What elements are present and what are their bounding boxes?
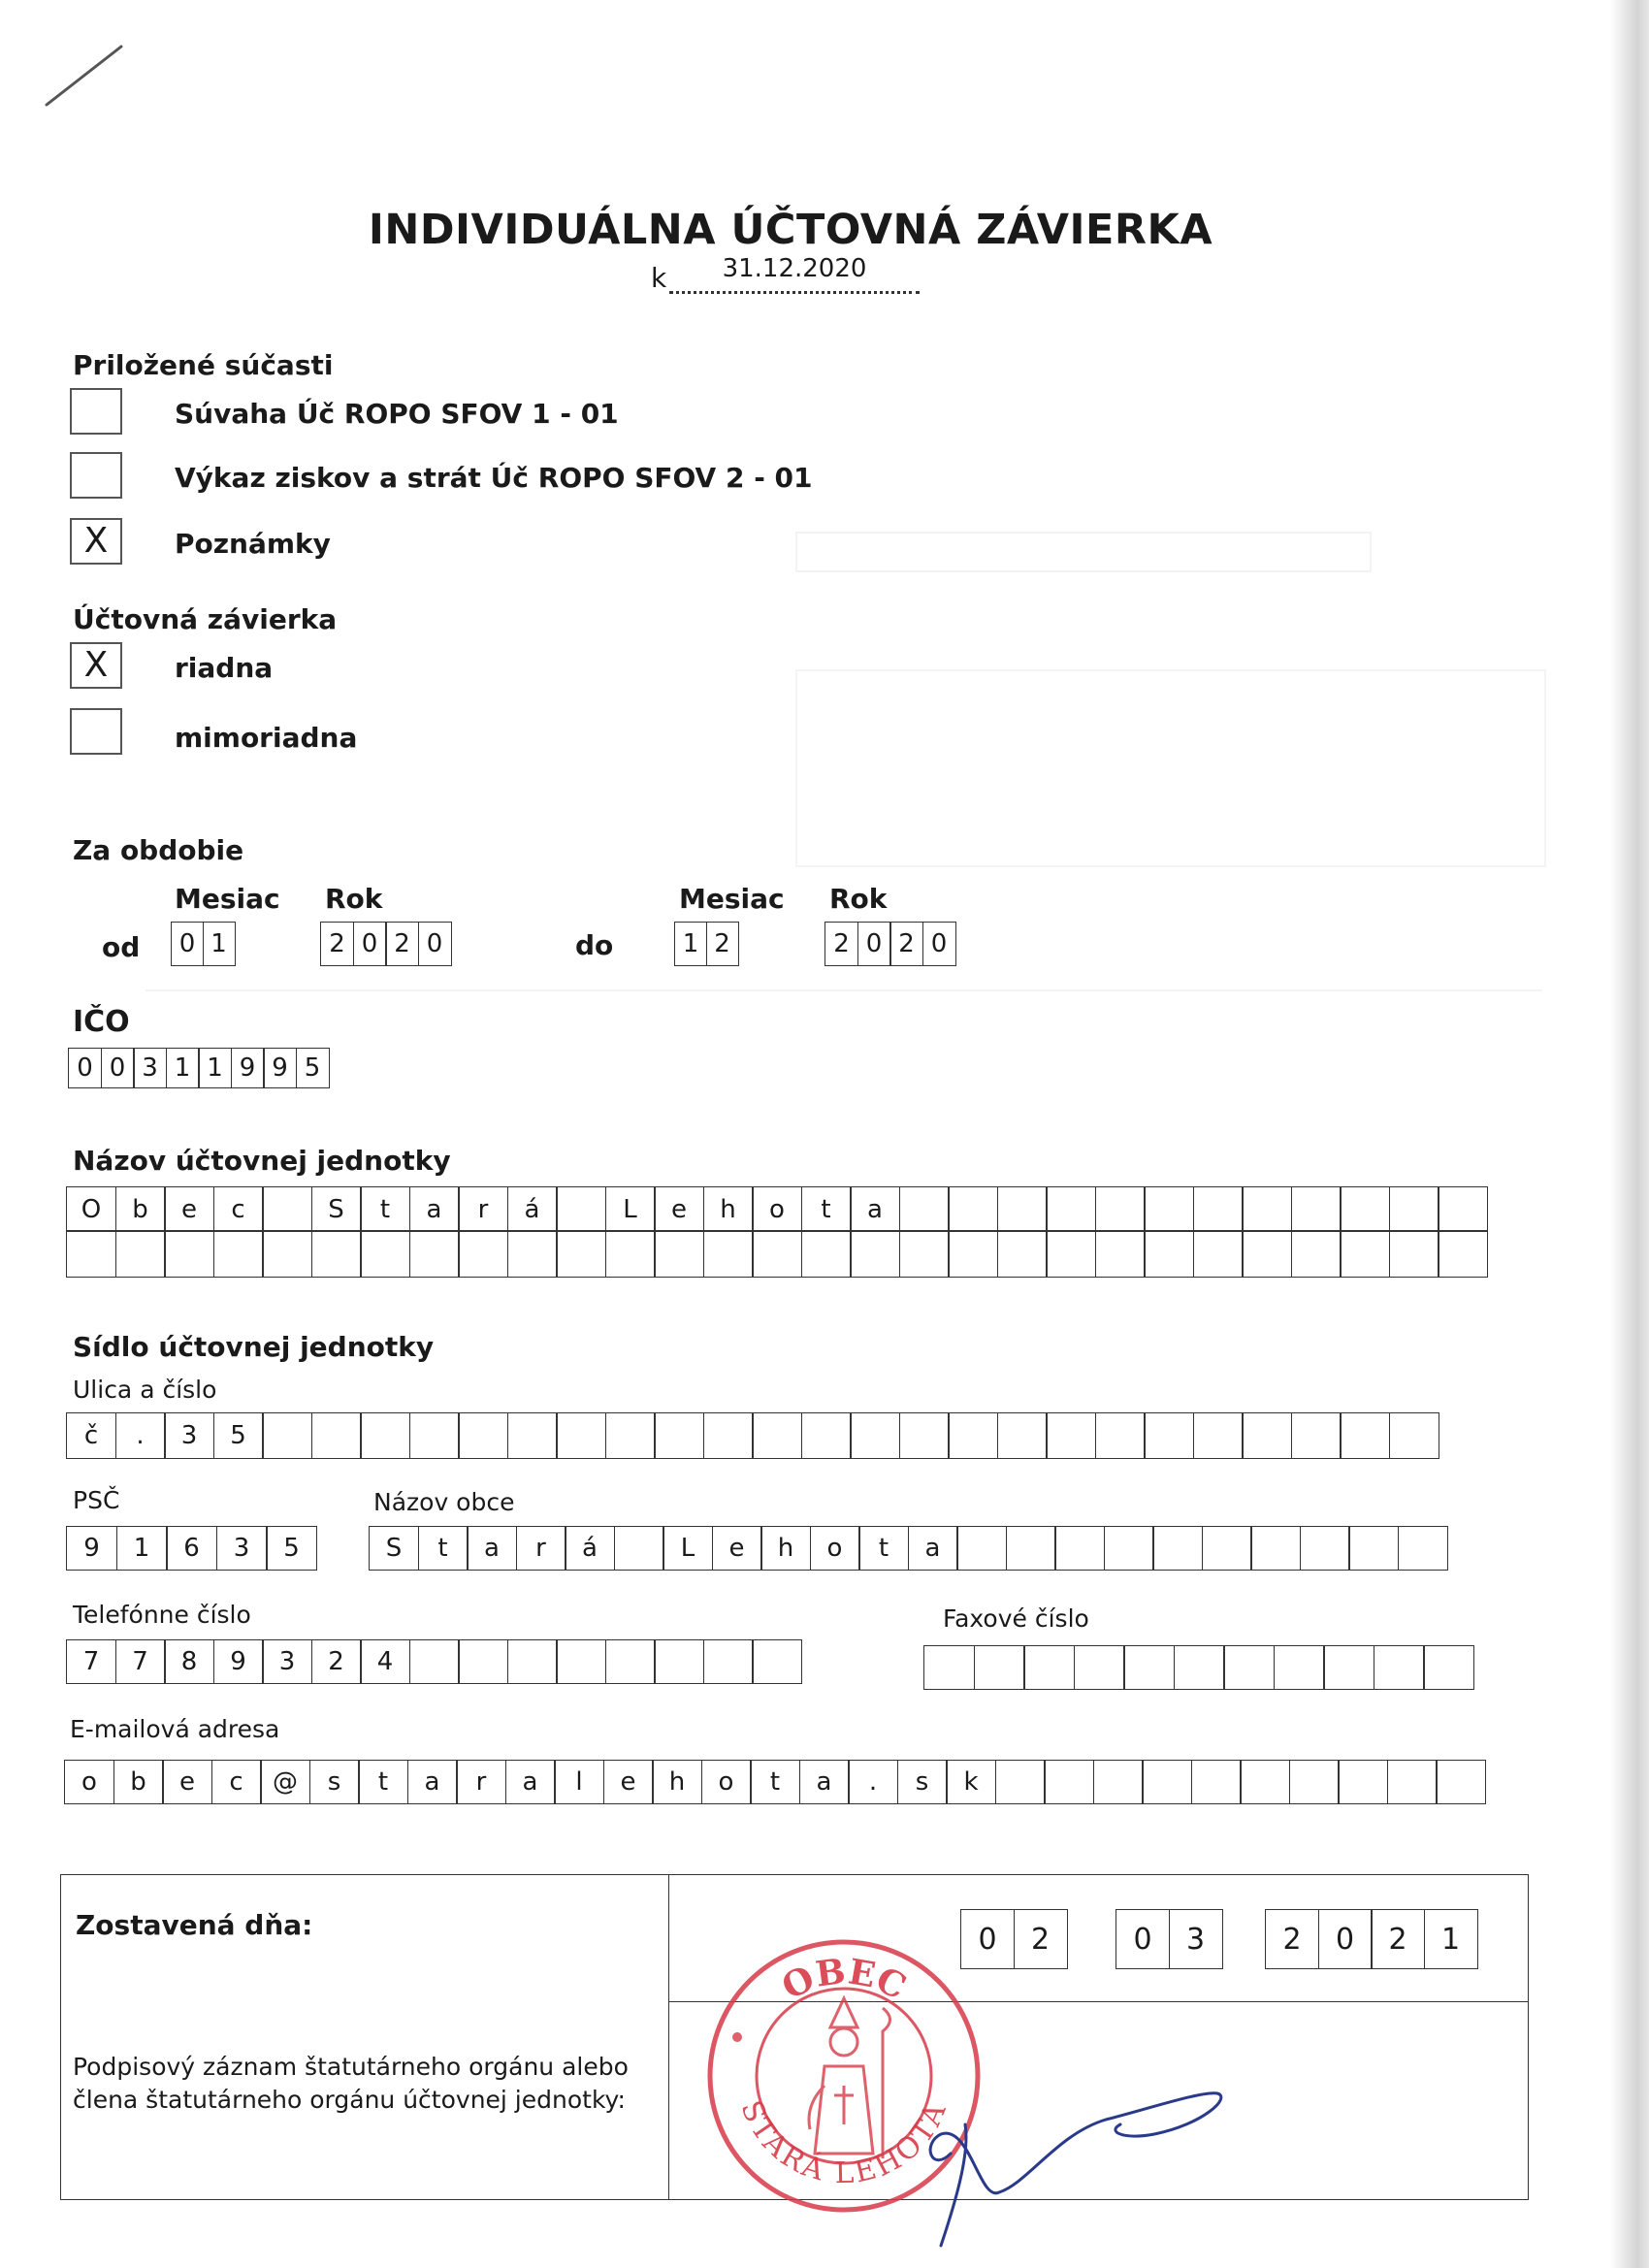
char-box[interactable]: [605, 1412, 656, 1459]
char-box[interactable]: t: [801, 1186, 852, 1232]
char-box[interactable]: t: [750, 1760, 800, 1804]
char-box[interactable]: [1438, 1186, 1488, 1232]
char-box[interactable]: 1: [1424, 1909, 1478, 1969]
char-box[interactable]: [703, 1412, 754, 1459]
checkbox-mimoriadna[interactable]: [70, 708, 122, 755]
char-box[interactable]: .: [115, 1412, 166, 1459]
char-box[interactable]: [997, 1230, 1048, 1278]
signature-divider: [668, 1874, 669, 2200]
char-box[interactable]: [1291, 1230, 1342, 1278]
to-label: do: [575, 929, 614, 961]
char-box[interactable]: 3: [216, 1526, 268, 1571]
date-prefix: k: [651, 262, 667, 294]
char-box[interactable]: [654, 1230, 704, 1278]
char-box[interactable]: 0: [922, 922, 956, 966]
char-box[interactable]: L: [663, 1526, 713, 1571]
char-box[interactable]: S: [369, 1526, 419, 1571]
char-box[interactable]: [923, 1645, 975, 1690]
signature-label-line1: Podpisový záznam štatutárneho orgánu alebo: [73, 2053, 629, 2081]
char-box[interactable]: [1193, 1412, 1244, 1459]
char-box[interactable]: t: [858, 1526, 909, 1571]
char-box[interactable]: [752, 1230, 802, 1278]
char-box[interactable]: 5: [296, 1048, 330, 1088]
char-box[interactable]: t: [418, 1526, 469, 1571]
char-box[interactable]: [1144, 1230, 1194, 1278]
char-box[interactable]: a: [908, 1526, 958, 1571]
char-box[interactable]: e: [603, 1760, 654, 1804]
char-box[interactable]: [1193, 1186, 1244, 1232]
date-dotted-line: [669, 291, 920, 294]
char-box[interactable]: e: [712, 1526, 762, 1571]
char-box[interactable]: [262, 1186, 312, 1232]
handwritten-signature: [912, 2018, 1242, 2251]
document-title: INDIVIDUÁLNA ÚČTOVNÁ ZÁVIERKA: [368, 206, 1213, 254]
char-box[interactable]: b: [113, 1760, 164, 1804]
from-month-label: Mesiac: [175, 883, 280, 915]
from-label: od: [102, 931, 141, 963]
char-box[interactable]: 2: [311, 1639, 362, 1684]
char-box[interactable]: [1054, 1526, 1105, 1571]
pencil-mark: [39, 39, 136, 116]
char-box[interactable]: [409, 1230, 460, 1278]
char-box[interactable]: [899, 1230, 950, 1278]
char-box[interactable]: [1250, 1526, 1301, 1571]
char-box[interactable]: 2: [1014, 1909, 1068, 1969]
signature-label-line2: člena štatutárneho orgánu účtovnej jednotky:: [73, 2086, 626, 2114]
char-box[interactable]: 3: [164, 1412, 214, 1459]
char-box[interactable]: [1240, 1760, 1290, 1804]
char-box[interactable]: [1144, 1186, 1194, 1232]
char-box[interactable]: e: [654, 1186, 704, 1232]
char-box[interactable]: 4: [360, 1639, 410, 1684]
char-box[interactable]: [703, 1639, 754, 1684]
char-box[interactable]: [1274, 1645, 1325, 1690]
char-box[interactable]: [262, 1230, 312, 1278]
char-box[interactable]: [311, 1412, 362, 1459]
char-box[interactable]: [507, 1412, 558, 1459]
char-box[interactable]: 5: [266, 1526, 317, 1571]
street-grid: [66, 1412, 1439, 1459]
char-box[interactable]: [360, 1412, 410, 1459]
char-box[interactable]: [1095, 1230, 1146, 1278]
char-box[interactable]: 0: [101, 1048, 135, 1088]
char-box[interactable]: á: [565, 1526, 615, 1571]
char-box[interactable]: [752, 1412, 802, 1459]
char-box[interactable]: 0: [68, 1048, 102, 1088]
email-label: E-mailová adresa: [70, 1715, 280, 1743]
char-box[interactable]: [1023, 1645, 1075, 1690]
char-box[interactable]: [654, 1412, 704, 1459]
char-box[interactable]: [1340, 1412, 1390, 1459]
char-box[interactable]: [974, 1645, 1025, 1690]
char-box[interactable]: [556, 1230, 606, 1278]
char-box[interactable]: [458, 1230, 508, 1278]
unit-name-grid-row1: [66, 1186, 1488, 1232]
unit-name-label: Názov účtovnej jednotky: [73, 1145, 451, 1177]
char-box[interactable]: [1191, 1760, 1242, 1804]
char-box[interactable]: [997, 1412, 1048, 1459]
char-box[interactable]: h: [652, 1760, 702, 1804]
char-box[interactable]: 3: [1169, 1909, 1223, 1969]
char-box[interactable]: [899, 1186, 950, 1232]
char-box[interactable]: [556, 1639, 606, 1684]
to-month-label: Mesiac: [679, 883, 785, 915]
char-box[interactable]: b: [115, 1186, 166, 1232]
period-heading: Za obdobie: [73, 834, 244, 866]
char-box[interactable]: [458, 1412, 508, 1459]
char-box[interactable]: [997, 1186, 1048, 1232]
label-suvaha: Súvaha Úč ROPO SFOV 1 - 01: [175, 398, 619, 430]
char-box[interactable]: [360, 1230, 410, 1278]
char-box[interactable]: [1152, 1526, 1203, 1571]
char-box[interactable]: [1389, 1412, 1439, 1459]
char-box[interactable]: [1242, 1186, 1292, 1232]
phone-label: Telefónne číslo: [73, 1601, 251, 1629]
char-box[interactable]: 9: [263, 1048, 297, 1088]
char-box[interactable]: @: [260, 1760, 310, 1804]
checkbox-suvaha[interactable]: [70, 388, 122, 435]
compiled-year-grid: [1265, 1909, 1478, 1969]
char-box[interactable]: [213, 1230, 264, 1278]
email-grid: [64, 1760, 1486, 1804]
char-box[interactable]: [1374, 1645, 1425, 1690]
char-box[interactable]: [262, 1412, 312, 1459]
label-riadna: riadna: [175, 652, 274, 684]
char-box[interactable]: 2: [1371, 1909, 1425, 1969]
char-box[interactable]: [1044, 1760, 1094, 1804]
char-box[interactable]: a: [850, 1186, 900, 1232]
ico-grid: [68, 1048, 330, 1088]
char-box[interactable]: [1323, 1645, 1374, 1690]
char-box[interactable]: [1242, 1230, 1292, 1278]
char-box[interactable]: [115, 1230, 166, 1278]
char-box[interactable]: [507, 1639, 558, 1684]
char-box[interactable]: 2: [706, 922, 739, 966]
char-box[interactable]: o: [752, 1186, 802, 1232]
char-box[interactable]: 7: [66, 1639, 116, 1684]
char-box[interactable]: s: [897, 1760, 948, 1804]
char-box[interactable]: [1144, 1412, 1194, 1459]
char-box[interactable]: 2: [1265, 1909, 1319, 1969]
char-box[interactable]: O: [66, 1186, 116, 1232]
char-box[interactable]: [1389, 1186, 1439, 1232]
char-box[interactable]: 2: [889, 922, 923, 966]
char-box[interactable]: [1223, 1645, 1275, 1690]
char-box[interactable]: 6: [166, 1526, 217, 1571]
char-box[interactable]: a: [409, 1186, 460, 1232]
char-box[interactable]: [1242, 1412, 1292, 1459]
char-box[interactable]: [458, 1639, 508, 1684]
to-year-grid: [824, 922, 956, 966]
char-box[interactable]: [1348, 1526, 1399, 1571]
char-box[interactable]: [66, 1230, 116, 1278]
char-box[interactable]: r: [516, 1526, 566, 1571]
char-box[interactable]: s: [309, 1760, 360, 1804]
char-box[interactable]: [1202, 1526, 1252, 1571]
char-box[interactable]: h: [760, 1526, 811, 1571]
char-box[interactable]: [1006, 1526, 1056, 1571]
checkbox-riadna[interactable]: X: [70, 642, 122, 689]
label-poznamky: Poznámky: [175, 528, 331, 560]
street-label: Ulica a číslo: [73, 1376, 217, 1404]
char-box[interactable]: [850, 1230, 900, 1278]
char-box[interactable]: S: [311, 1186, 362, 1232]
char-box[interactable]: [1387, 1760, 1438, 1804]
char-box[interactable]: [507, 1230, 558, 1278]
char-box[interactable]: [801, 1230, 852, 1278]
char-box[interactable]: [850, 1412, 900, 1459]
char-box[interactable]: [1174, 1645, 1225, 1690]
char-box[interactable]: [164, 1230, 214, 1278]
char-box[interactable]: 1: [116, 1526, 168, 1571]
char-box[interactable]: [556, 1412, 606, 1459]
char-box[interactable]: [1093, 1760, 1144, 1804]
char-box[interactable]: [605, 1230, 656, 1278]
char-box[interactable]: .: [848, 1760, 898, 1804]
char-box[interactable]: e: [162, 1760, 212, 1804]
stamp-top-text: OBEC: [775, 1951, 913, 2008]
ico-label: IČO: [73, 1005, 130, 1039]
char-box[interactable]: 2: [824, 922, 858, 966]
char-box[interactable]: [703, 1230, 754, 1278]
town-label: Názov obce: [373, 1488, 515, 1516]
char-box[interactable]: 0: [1318, 1909, 1373, 1969]
label-vykaz: Výkaz ziskov a strát Úč ROPO SFOV 2 - 01: [175, 462, 813, 494]
char-box[interactable]: [1291, 1412, 1342, 1459]
char-box[interactable]: r: [456, 1760, 506, 1804]
char-box[interactable]: [1300, 1526, 1350, 1571]
char-box[interactable]: [1193, 1230, 1244, 1278]
char-box[interactable]: [1046, 1186, 1096, 1232]
char-box[interactable]: 2: [320, 922, 354, 966]
char-box[interactable]: c: [213, 1186, 264, 1232]
to-year-label: Rok: [829, 883, 888, 915]
char-box[interactable]: [1095, 1412, 1146, 1459]
coat-of-arms-icon: [809, 1998, 890, 2158]
label-mimoriadna: mimoriadna: [175, 722, 358, 754]
char-box[interactable]: 3: [133, 1048, 167, 1088]
unit-name-grid-row2: [66, 1230, 1488, 1278]
char-box[interactable]: k: [946, 1760, 996, 1804]
char-box[interactable]: 9: [213, 1639, 264, 1684]
char-box[interactable]: a: [799, 1760, 850, 1804]
char-box[interactable]: [1142, 1760, 1192, 1804]
char-box[interactable]: o: [64, 1760, 114, 1804]
checkbox-vykaz[interactable]: [70, 452, 122, 499]
char-box[interactable]: [1095, 1186, 1146, 1232]
char-box[interactable]: 0: [857, 922, 891, 966]
char-box[interactable]: [801, 1412, 852, 1459]
char-box[interactable]: [995, 1760, 1046, 1804]
attachments-heading: Priložené súčasti: [73, 349, 334, 381]
phone-grid: [66, 1639, 802, 1684]
psc-grid: [66, 1526, 317, 1571]
closing-type-heading: Účtovná závierka: [73, 603, 338, 635]
char-box[interactable]: [752, 1639, 802, 1684]
char-box[interactable]: [556, 1186, 606, 1232]
fax-grid: [923, 1645, 1474, 1690]
char-box[interactable]: 1: [674, 922, 707, 966]
char-box[interactable]: á: [507, 1186, 558, 1232]
char-box[interactable]: [899, 1412, 950, 1459]
char-box[interactable]: 0: [1116, 1909, 1170, 1969]
char-box[interactable]: [409, 1639, 460, 1684]
char-box[interactable]: [1398, 1526, 1448, 1571]
char-box[interactable]: a: [407, 1760, 458, 1804]
char-box[interactable]: [1338, 1760, 1388, 1804]
compiled-month-grid: [1116, 1909, 1223, 1969]
char-box[interactable]: [1123, 1645, 1175, 1690]
char-box[interactable]: r: [458, 1186, 508, 1232]
compiled-label: Zostavená dňa:: [76, 1909, 313, 1941]
char-box[interactable]: 0: [418, 922, 452, 966]
char-box[interactable]: [956, 1526, 1007, 1571]
char-box[interactable]: t: [360, 1186, 410, 1232]
char-box[interactable]: [948, 1230, 998, 1278]
char-box[interactable]: a: [505, 1760, 556, 1804]
checkbox-poznamky[interactable]: X: [70, 518, 122, 565]
closing-date: 31.12.2020: [722, 254, 867, 283]
town-grid: [369, 1526, 1448, 1571]
char-box[interactable]: 0: [171, 922, 204, 966]
char-box[interactable]: [1104, 1526, 1154, 1571]
char-box[interactable]: [614, 1526, 664, 1571]
char-box[interactable]: 3: [262, 1639, 312, 1684]
char-box[interactable]: [1046, 1412, 1096, 1459]
char-box[interactable]: [1046, 1230, 1096, 1278]
char-box[interactable]: 7: [115, 1639, 166, 1684]
char-box[interactable]: [311, 1230, 362, 1278]
char-box[interactable]: [1340, 1186, 1390, 1232]
char-box[interactable]: [1423, 1645, 1474, 1690]
char-box[interactable]: 2: [385, 922, 419, 966]
scan-page-edge: [1610, 0, 1649, 2268]
from-year-label: Rok: [325, 883, 383, 915]
char-box[interactable]: 0: [353, 922, 387, 966]
char-box[interactable]: 5: [213, 1412, 264, 1459]
char-box[interactable]: 8: [164, 1639, 214, 1684]
char-box[interactable]: l: [554, 1760, 604, 1804]
char-box[interactable]: o: [701, 1760, 752, 1804]
psc-label: PSČ: [73, 1486, 120, 1514]
char-box[interactable]: c: [211, 1760, 262, 1804]
char-box[interactable]: 1: [198, 1048, 232, 1088]
char-box[interactable]: e: [164, 1186, 214, 1232]
char-box[interactable]: [654, 1639, 704, 1684]
char-box[interactable]: L: [605, 1186, 656, 1232]
from-month-grid: [171, 922, 236, 966]
char-box[interactable]: [409, 1412, 460, 1459]
char-box[interactable]: č: [66, 1412, 116, 1459]
char-box[interactable]: 9: [66, 1526, 117, 1571]
char-box[interactable]: [1291, 1186, 1342, 1232]
to-month-grid: [674, 922, 739, 966]
char-box[interactable]: [605, 1639, 656, 1684]
stamp-bottom-text: STARÁ LEHOTA: [733, 2095, 954, 2191]
char-box[interactable]: 1: [203, 922, 236, 966]
char-box[interactable]: 1: [166, 1048, 200, 1088]
char-box[interactable]: [1438, 1230, 1488, 1278]
char-box[interactable]: [948, 1412, 998, 1459]
char-box[interactable]: [948, 1186, 998, 1232]
char-box[interactable]: 0: [960, 1909, 1015, 1969]
char-box[interactable]: h: [703, 1186, 754, 1232]
char-box[interactable]: [1074, 1645, 1125, 1690]
char-box[interactable]: o: [810, 1526, 860, 1571]
char-box[interactable]: t: [358, 1760, 408, 1804]
char-box[interactable]: 9: [231, 1048, 265, 1088]
char-box[interactable]: a: [467, 1526, 517, 1571]
char-box[interactable]: [1340, 1230, 1390, 1278]
from-year-grid: [320, 922, 452, 966]
fax-label: Faxové číslo: [943, 1604, 1089, 1633]
char-box[interactable]: [1389, 1230, 1439, 1278]
char-box[interactable]: [1436, 1760, 1486, 1804]
char-box[interactable]: [1289, 1760, 1340, 1804]
seat-heading: Sídlo účtovnej jednotky: [73, 1331, 435, 1363]
